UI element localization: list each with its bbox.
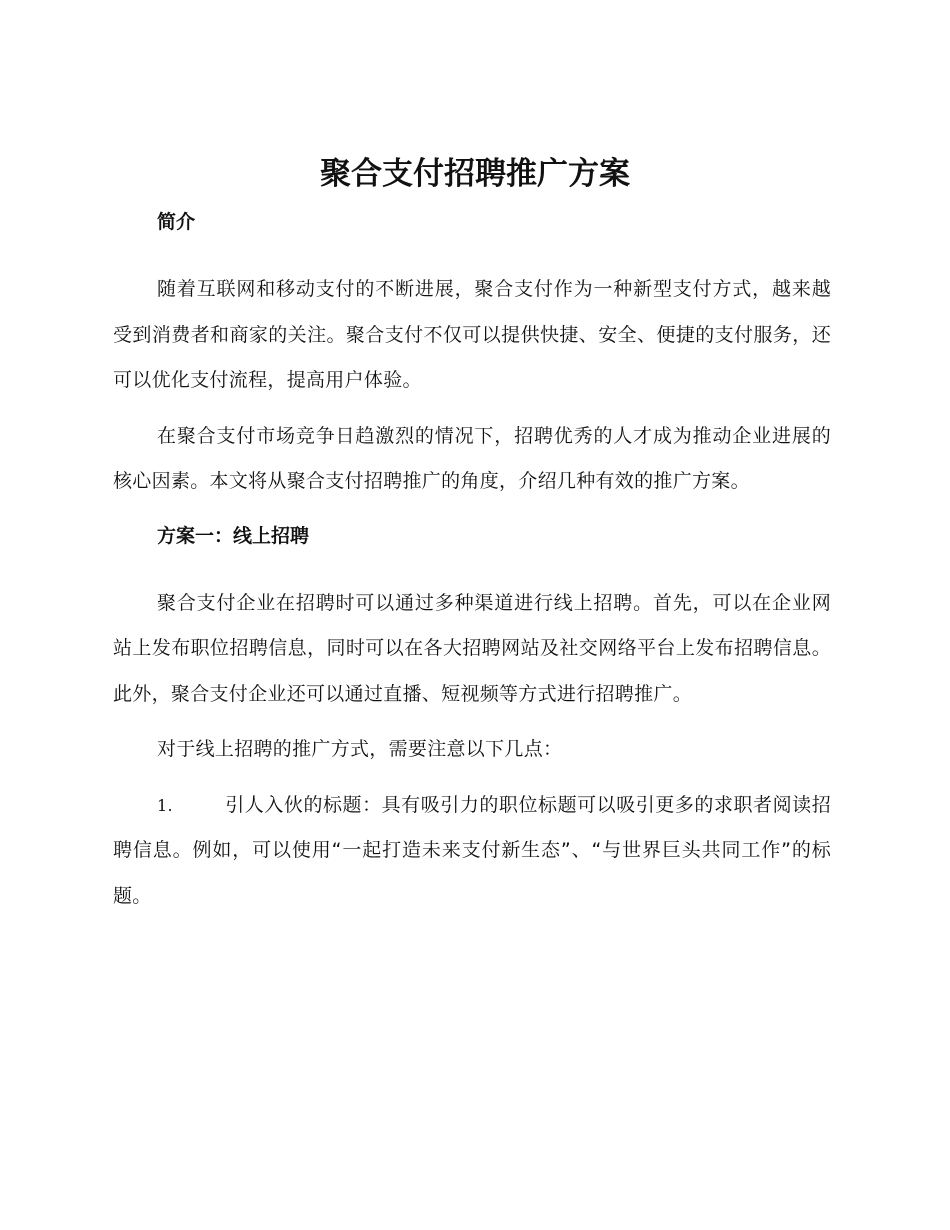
- section-heading-intro: 简介: [157, 211, 196, 233]
- paragraph-intro-2: 在聚合支付市场竞争日趋激烈的情况下，招聘优秀的人才成为推动企业进展的核心因素。本文将从聚合支付招聘推广的角度，介绍几种有效的推广方案。: [113, 424, 831, 492]
- paragraph-plan1-2: 对于线上招聘的推广方式，需要注意以下几点：: [157, 738, 563, 760]
- paragraph-plan1-1: 聚合支付企业在招聘时可以通过多种渠道进行线上招聘。首先，可以在企业网站上发布职位招聘信息，同时可以在各大招聘网站及社交网络平台上发布招聘信息。此外，聚合支付企业还可以通过直播、短视频等方式进行招聘推广。: [113, 591, 831, 705]
- list-item-number: 1.: [157, 795, 173, 815]
- document-title: 聚合支付招聘推广方案: [320, 156, 630, 192]
- list-item-text: 引人入伙的标题：具有吸引力的职位标题可以吸引更多的求职者阅读招聘信息。例如，可以使用“一起打造未来支付新生态”、“与世界巨头共同工作”的标题。: [113, 793, 831, 907]
- paragraph-intro-1: 随着互联网和移动支付的不断进展，聚合支付作为一种新型支付方式，越来越受到消费者和商家的关注。聚合支付不仅可以提供快捷、安全、便捷的支付服务，还可以优化支付流程，提高用户体验。: [113, 278, 831, 391]
- list-item: [113, 783, 831, 920]
- section-heading-plan1: 方案一：线上招聘: [157, 524, 310, 547]
- document-body: [113, 205, 831, 919]
